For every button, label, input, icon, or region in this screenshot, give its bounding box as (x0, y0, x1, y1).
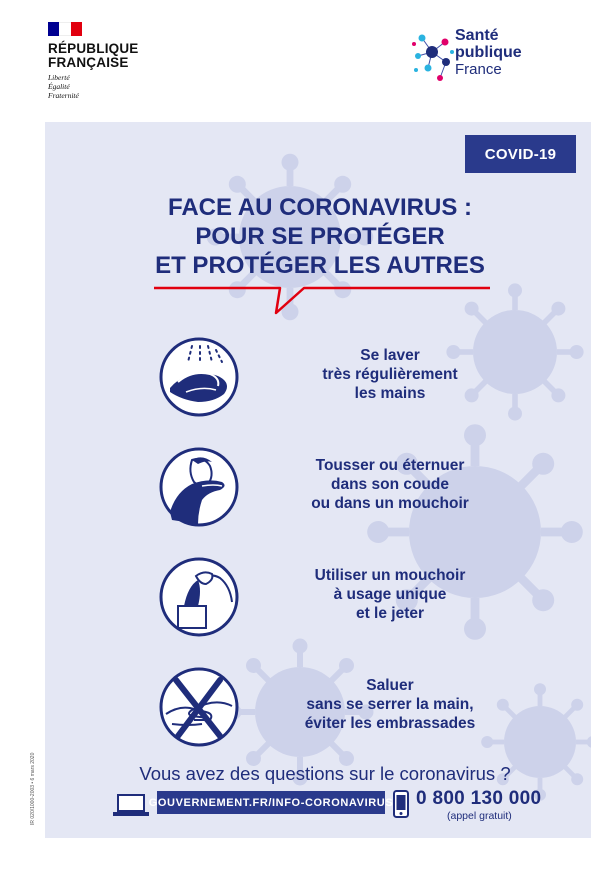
headline-line: POUR SE PROTÉGER (195, 223, 445, 250)
cough-elbow-icon (158, 446, 240, 528)
republique-name: RÉPUBLIQUE FRANÇAISE (48, 41, 139, 70)
headline (110, 193, 530, 280)
sante-publique-france-logo (412, 24, 552, 96)
gesture-text-wash-hands: Se laver très régulièrement les mains (322, 347, 458, 402)
questions-text: Vous avez des questions sur le coronavirus ? (139, 763, 511, 784)
headline-line: ET PROTÉGER LES AUTRES (155, 252, 485, 279)
hand-washing-icon (158, 336, 240, 418)
covid-19-badge: COVID-19 (465, 135, 576, 173)
phone-number[interactable]: 0 800 130 000 (416, 788, 542, 809)
molecule-icon (412, 24, 456, 88)
speech-bubble-underline (152, 278, 492, 320)
document-reference: IR 020/1000-2003 • 6 mars 2020 (30, 752, 36, 825)
french-flag-icon (48, 22, 82, 36)
headline-line: FACE AU CORONAVIRUS : (167, 194, 472, 221)
gesture-text-cough-elbow: Tousser ou éternuer dans son coude ou dans un mouchoir (311, 457, 469, 512)
phone-note: (appel gratuit) (447, 810, 512, 822)
gesture-text-no-handshake: Saluer sans se serrer la main, éviter les embrassades (304, 677, 476, 732)
republique-motto: Liberté Égalité Fraternité (48, 73, 79, 100)
tissue-box-icon (158, 556, 240, 638)
sante-publique-text: Santé publique France (455, 27, 522, 78)
info-url-link[interactable]: GOUVERNEMENT.FR/INFO-CORONAVIRUS (157, 791, 385, 814)
phone-icon (393, 790, 409, 818)
republique-francaise-logo (48, 22, 158, 107)
gesture-text-tissue: Utiliser un mouchoir à usage unique et le jeter (314, 567, 466, 622)
no-handshake-icon (158, 666, 240, 748)
laptop-icon (113, 793, 149, 817)
